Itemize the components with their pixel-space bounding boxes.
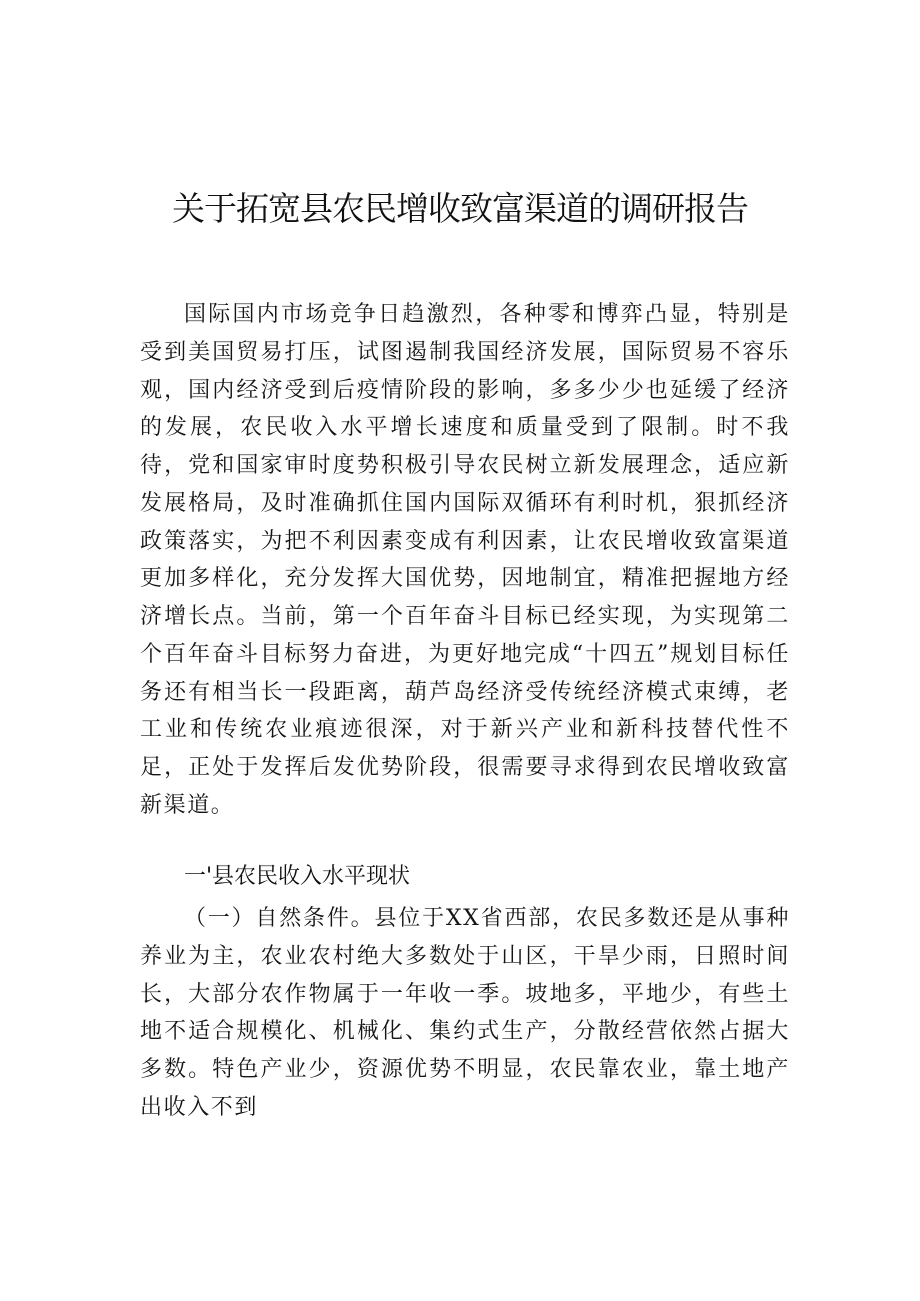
document-title: 关于拓宽县农民增收致富渠道的调研报告 — [172, 189, 748, 228]
natural-conditions-paragraph: （一）自然条件。县位于XX省西部，农民多数还是从事种养业为主，农业农村绝大多数处于山区，干旱少雨，日照时间长，大部分农作物属于一年收一季。坡地多，平地少，有些土地不适合规模化、机械化、集约式生产，分散经营依然占据大多数。特色产业少，资源优势不明显，农民靠农业，靠土地产出收入不到 — [140, 906, 790, 1120]
section-heading: 一'县农民收入水平现状 — [184, 864, 411, 889]
intro-paragraph: 国际国内市场竞争日趋激烈，各种零和博弈凸显，特别是受到美国贸易打压，试图遏制我国经济发展，国际贸易不容乐观，国内经济受到后疫情阶段的影响，多多少少也延缓了经济的发展，农民收入水平增长速度和质量受到了限制。时不我待，党和国家审时度势积极引导农民树立新发展理念，适应新发展格局，及时准确抓住国内国际双循环有利时机，狠抓经济政策落实，为把不利因素变成有利因素，让农民增收致富渠道更加多样化，充分发挥大国优势，因地制宜，精准把握地方经济增长点。当前，第一个百年奋斗目标已经实现，为实现第二个百年奋斗目标努力奋进，为更好地完成“十四五”规划目标任务还有相当长一段距离，葫芦岛经济受传统经济模式束缚，老工业和传统农业痕迹很深，对于新兴产业和新科技替代性不足，正处于发挥后发优势阶段，很需要寻求得到农民增收致富新渠道。 — [140, 302, 790, 818]
